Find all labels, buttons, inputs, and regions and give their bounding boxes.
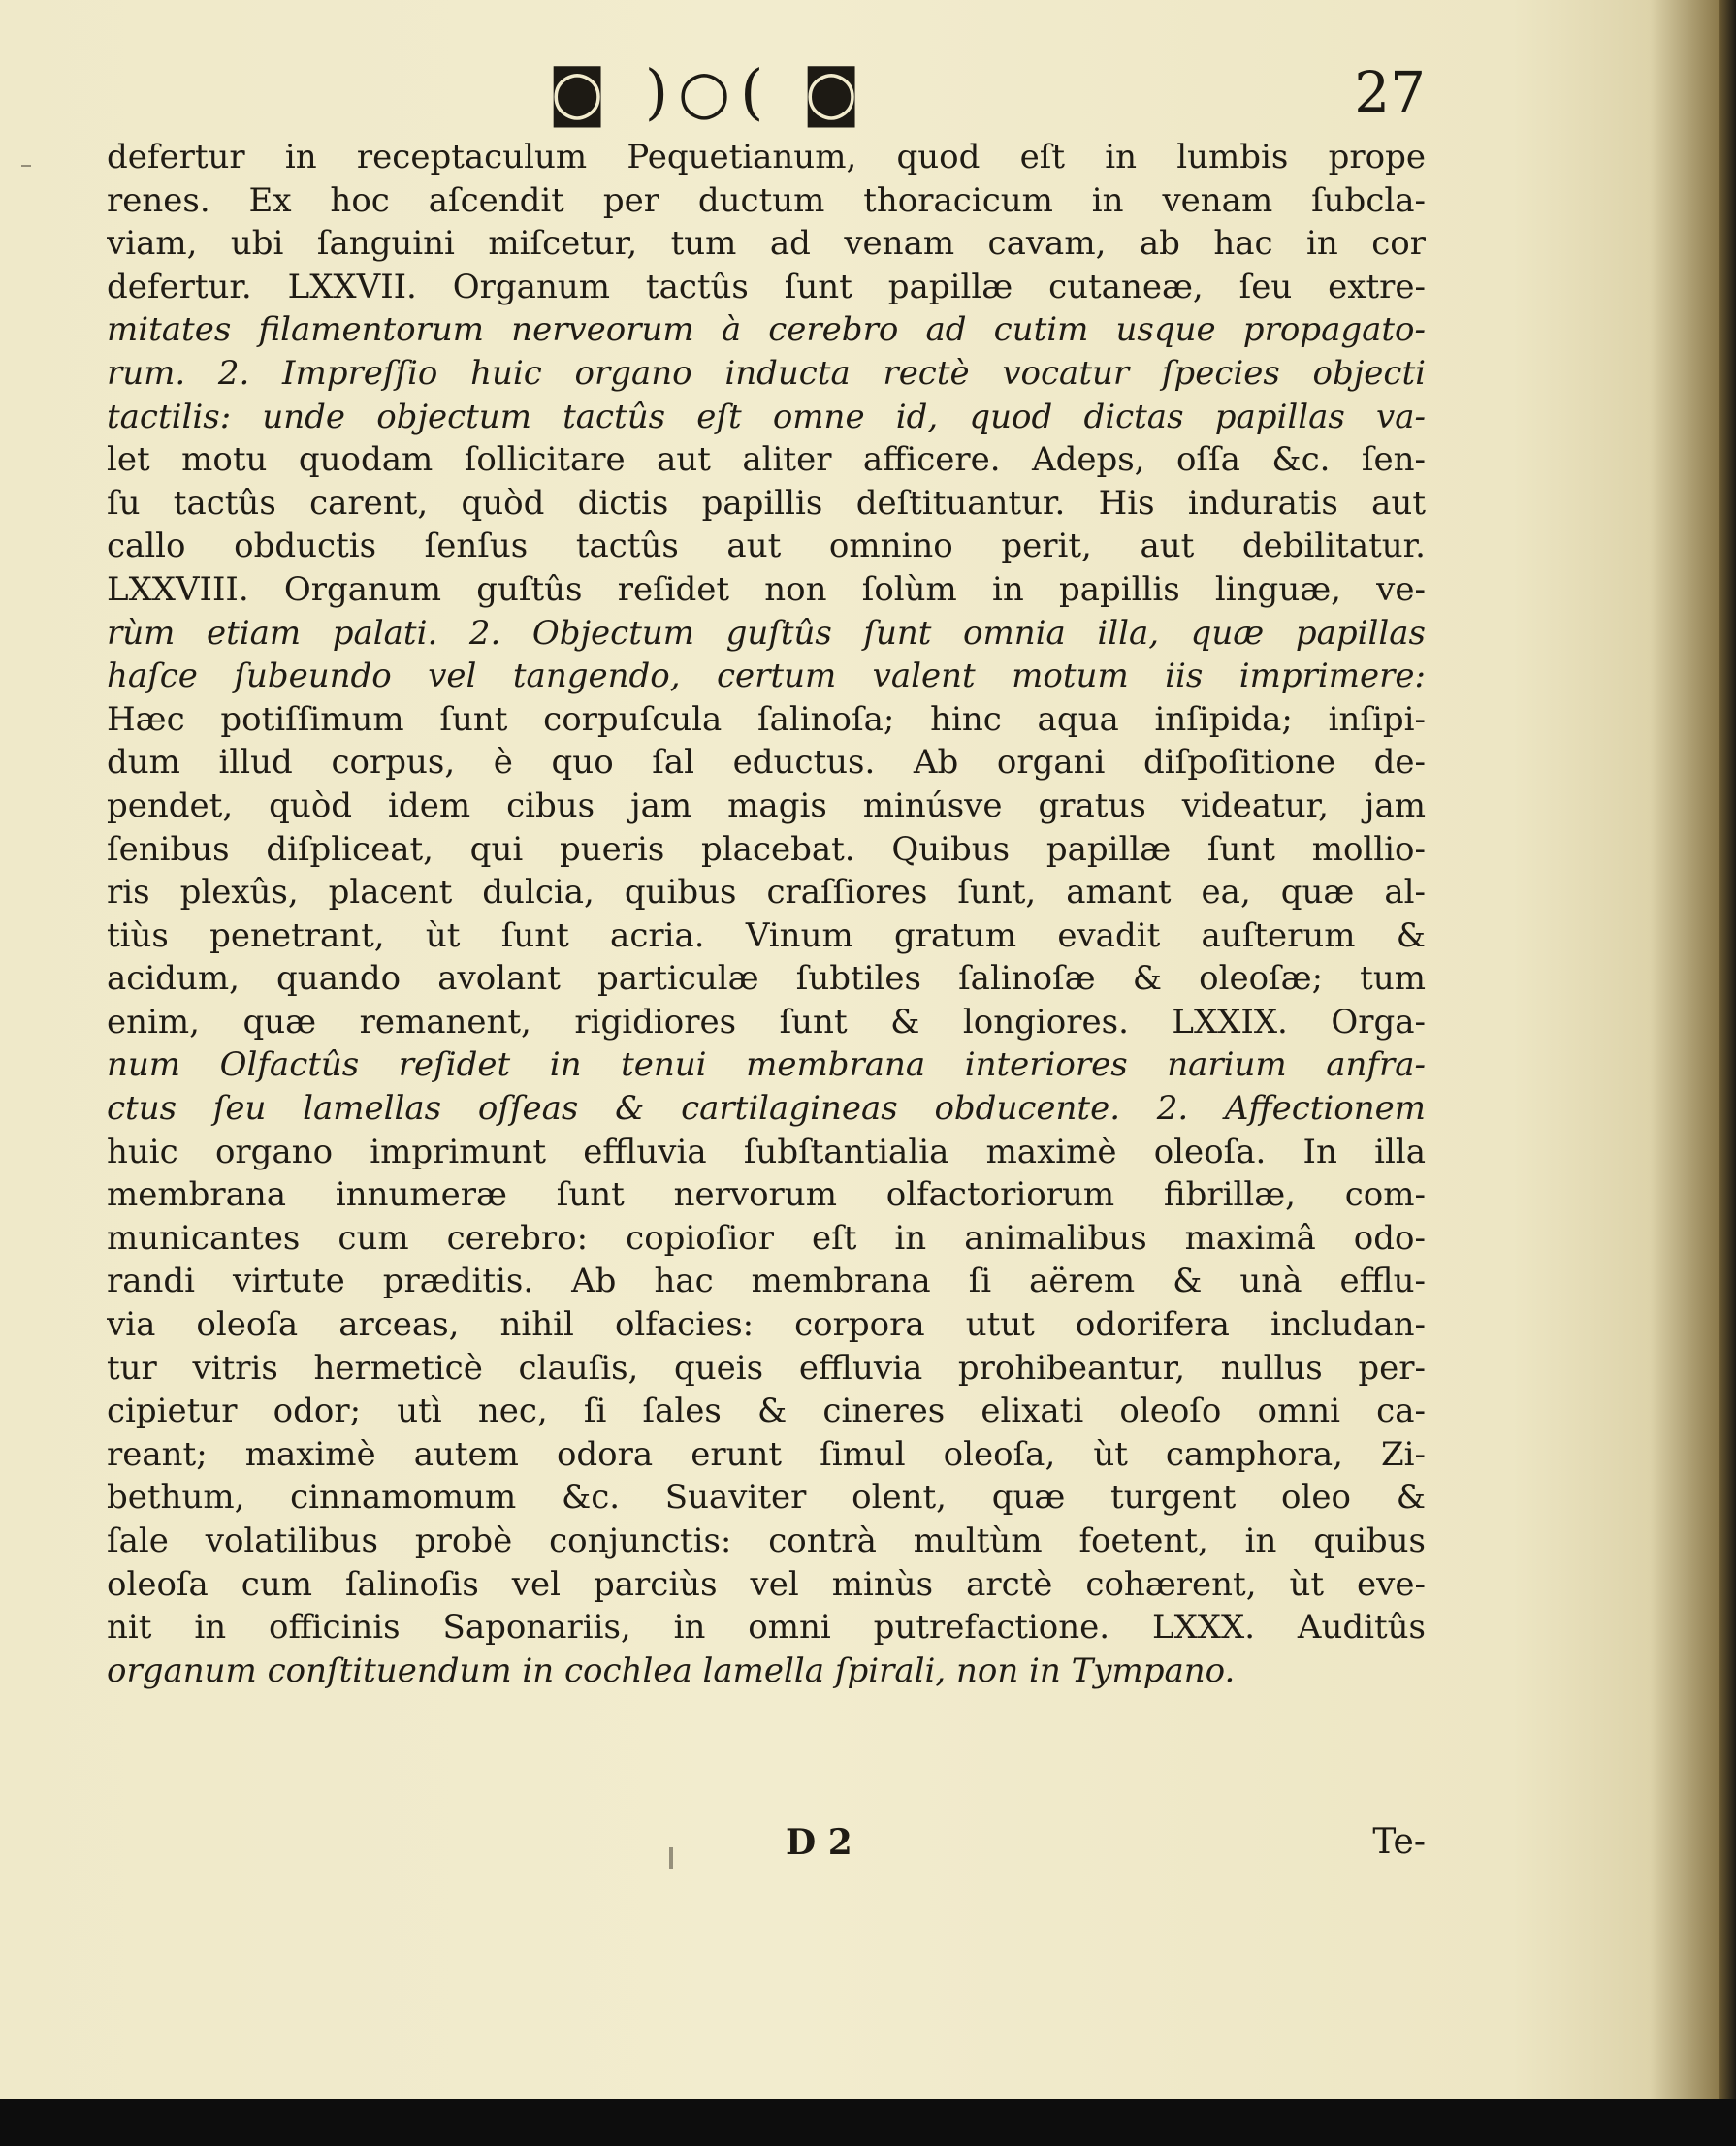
text-line: viam, ubi ſanguini miſcetur, tum ad venam cavam, ab hac in cor bbox=[107, 224, 1426, 264]
text-line: callo obductis ſenſus tactûs aut omnino perit, aut debilitatur. bbox=[107, 527, 1426, 566]
ink-speck bbox=[669, 1847, 673, 1869]
text-line: num Olfactûs reſidet in tenui membrana interiores narium anfra- bbox=[107, 1045, 1426, 1085]
text-line: mitates filamentorum nerveorum à cerebro ad cutim usque propagato- bbox=[107, 310, 1426, 350]
text-line: enim, quæ remanent, rigidiores ſunt & longiores. LXXIX. Orga- bbox=[107, 1002, 1426, 1041]
text-line: acidum, quando avolant particulæ ſubtiles ſalinoſæ & oleoſæ; tum bbox=[107, 959, 1426, 999]
text-line: haſce ſubeundo vel tangendo, certum valent motum iis imprimere: bbox=[107, 657, 1426, 696]
text-line: defertur. LXXVII. Organum tactûs ſunt papillæ cutaneæ, ſeu extre- bbox=[107, 267, 1426, 306]
head-ornament: ◙ )○( ◙ bbox=[548, 56, 871, 127]
page-number: 27 bbox=[1354, 59, 1426, 125]
text-line: LXXVIII. Organum guſtûs reſidet non ſolùm in papillis linguæ, ve- bbox=[107, 569, 1426, 609]
page-footer bbox=[107, 1813, 1426, 1872]
text-line: nit in officinis Saponariis, in omni putrefactione. LXXX. Auditûs bbox=[107, 1608, 1426, 1648]
text-line: tur vitris hermeticè clauſis, queis effluvia prohibeantur, nullus per- bbox=[107, 1348, 1426, 1388]
text-line: Hæc potiſſimum ſunt corpuſcula ſalinoſa; hinc aqua inſipida; inſipi- bbox=[107, 699, 1426, 739]
text-line: membrana innumeræ ſunt nervorum olfactoriorum fibrillæ, com- bbox=[107, 1175, 1426, 1215]
text-line: ris plexûs, placent dulcia, quibus craſſiores ſunt, amant ea, quæ al- bbox=[107, 873, 1426, 913]
text-line: municantes cum cerebro: copioſior eſt in animalibus maximâ odo- bbox=[107, 1218, 1426, 1258]
text-line: tiùs penetrant, ùt ſunt acria. Vinum gratum evadit auſterum & bbox=[107, 915, 1426, 955]
text-line: tactilis: unde objectum tactûs eſt omne id, quod dictas papillas va- bbox=[107, 397, 1426, 436]
text-line: organum conſtituendum in cochlea lamella ſpirali, non in Tympano. bbox=[107, 1650, 1236, 1690]
text-line: oleoſa cum ſalinoſis vel parciùs vel minùs arctè cohærent, ùt eve- bbox=[107, 1564, 1426, 1604]
text-line: renes. Ex hoc aſcendit per ductum thoracicum in venam ſubcla- bbox=[107, 180, 1426, 220]
body-text bbox=[107, 136, 1426, 1692]
scan-background bbox=[0, 2099, 1736, 2146]
text-line: ſale volatilibus probè conjunctis: contrà multùm foetent, in quibus bbox=[107, 1521, 1426, 1560]
text-line: via oleoſa arceas, nihil olfacies: corpora utut odorifera includan- bbox=[107, 1305, 1426, 1345]
text-line: huic organo imprimunt effluvia ſubſtantialia maximè oleoſa. In illa bbox=[107, 1132, 1426, 1171]
text-line: pendet, quòd idem cibus jam magis minúsve gratus videatur, jam bbox=[107, 785, 1426, 825]
text-line: cipietur odor; utì nec, ſi ſales & cineres elixati oleoſo omni ca- bbox=[107, 1392, 1426, 1431]
text-line: defertur in receptaculum Pequetianum, quod eſt in lumbis prope bbox=[107, 138, 1426, 176]
signature-mark: D 2 bbox=[786, 1822, 852, 1863]
text-line: let motu quodam ſollicitare aut aliter afficere. Adeps, oſſa &c. ſen- bbox=[107, 440, 1426, 480]
text-line: reant; maximè autem odora erunt ſimul oleoſa, ùt camphora, Zi- bbox=[107, 1434, 1426, 1474]
text-line: rùm etiam palati. 2. Objectum guſtûs ſunt omnia illa, quæ papillas bbox=[107, 613, 1426, 653]
text-line: dum illud corpus, è quo ſal eductus. Ab organi diſpoſitione de- bbox=[107, 743, 1426, 783]
text-line: bethum, cinnamomum &c. Suaviter olent, quæ turgent oleo & bbox=[107, 1478, 1426, 1518]
ink-speck bbox=[21, 165, 31, 167]
text-line: ſu tactûs carent, quòd dictis papillis deſtituantur. His induratis aut bbox=[107, 483, 1426, 523]
text-line: ſenibus diſpliceat, qui pueris placebat. Quibus papillæ ſunt mollio- bbox=[107, 829, 1426, 869]
catchword: Te- bbox=[1372, 1822, 1426, 1862]
page-edge bbox=[1719, 0, 1736, 2099]
text-line: randi virtute præditis. Ab hac membrana ſi aërem & unà efflu- bbox=[107, 1262, 1426, 1301]
text-line: ctus ſeu lamellas oſſeas & cartilagineas obducente. 2. Affectionem bbox=[107, 1089, 1426, 1129]
text-line: rum. 2. Impreſſio huic organo inducta rectè vocatur ſpecies objecti bbox=[107, 353, 1426, 393]
running-head bbox=[107, 53, 1426, 131]
